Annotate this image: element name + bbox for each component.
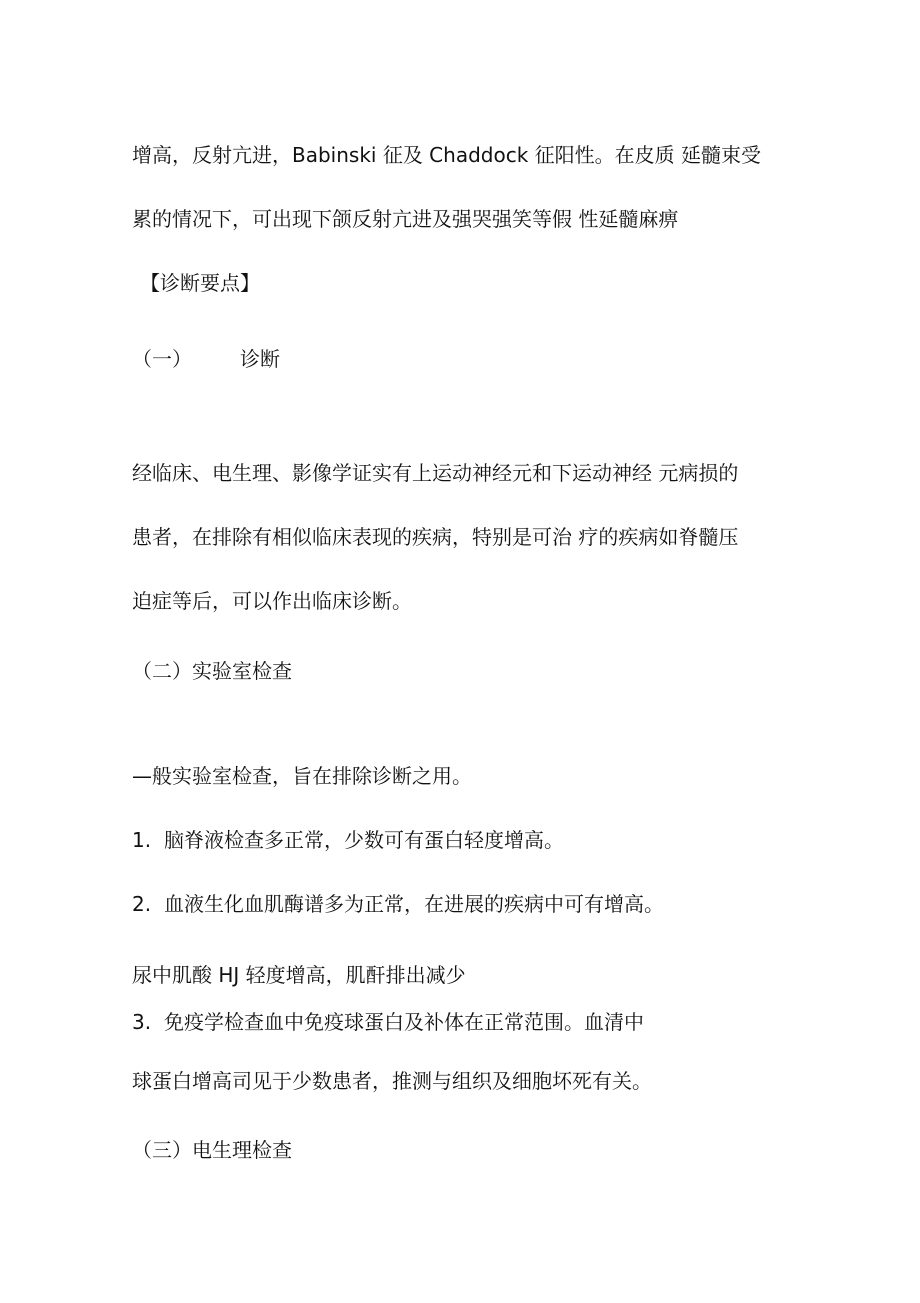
- list-item-number: 1.: [132, 828, 152, 852]
- sub-heading-title: 诊断: [240, 347, 280, 371]
- list-item-number: 2.: [132, 892, 152, 916]
- paragraph-line: 累的情况下，可出现下颌反射亢进及强哭强笑等假 性延髓麻痹: [132, 207, 679, 231]
- list-item-text: 免疫学检查血中免疫球蛋白及补体在正常范围。血清中: [164, 1010, 644, 1034]
- list-item-text: 脑脊液检查多正常，少数可有蛋白轻度增高。: [164, 828, 564, 852]
- sub-heading-electrophysiology: （三）电生理检查: [132, 1138, 292, 1162]
- paragraph-line: 增高，反射亢进，Babinski 征及 Chaddock 征阳性。在皮质 延髓束受: [132, 143, 761, 167]
- list-item-text: 血液生化血肌酶谱多为正常，在进展的疾病中可有增高。: [164, 892, 664, 916]
- list-item: [132, 890, 664, 918]
- sub-heading-diagnosis: [132, 345, 280, 373]
- list-item: [132, 826, 564, 854]
- section-heading: 【诊断要点】: [140, 271, 260, 295]
- list-item: [132, 1008, 644, 1036]
- list-item-number: 3.: [132, 1010, 152, 1034]
- paragraph-line: 患者，在排除有相似临床表现的疾病，特别是可治 疗的疾病如脊髓压: [132, 525, 739, 549]
- sub-heading-index: （一）: [132, 347, 192, 371]
- paragraph-line: 球蛋白增高司见于少数患者，推测与组织及细胞坏死有关。: [132, 1069, 652, 1093]
- sub-heading-lab: （二）实验室检查: [132, 659, 292, 683]
- paragraph-line: 迫症等后，可以作出临床诊断。: [132, 589, 412, 613]
- paragraph-line: 经临床、电生理、影像学证实有上运动神经元和下运动神经 元病损的: [132, 461, 739, 485]
- lab-intro: —般实验室检查，旨在排除诊断之用。: [132, 764, 472, 788]
- paragraph-line: 尿中肌酸 HJ 轻度增高，肌酐排出减少: [132, 963, 466, 987]
